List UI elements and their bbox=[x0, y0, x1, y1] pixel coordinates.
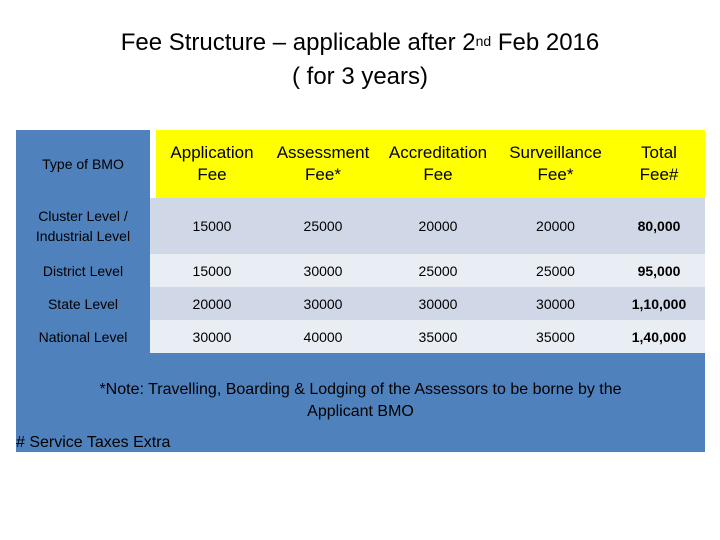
title-text-suffix: Feb 2016 bbox=[491, 29, 600, 56]
cell-accreditation-fee: 20000 bbox=[378, 198, 498, 254]
cell-total-fee: 80,000 bbox=[613, 198, 705, 254]
note-text bbox=[16, 379, 705, 423]
row-label: State Level bbox=[16, 287, 150, 320]
cell-surveillance-fee: 30000 bbox=[498, 287, 613, 320]
table-row bbox=[16, 320, 705, 353]
service-tax-note: # Service Taxes Extra bbox=[16, 434, 171, 451]
note-box bbox=[16, 353, 705, 452]
header-accreditation-fee: Accreditation Fee bbox=[378, 130, 498, 198]
cell-surveillance-fee: 35000 bbox=[498, 320, 613, 353]
cell-total-fee: 1,40,000 bbox=[613, 320, 705, 353]
cell-accreditation-fee: 30000 bbox=[378, 287, 498, 320]
fee-table bbox=[16, 130, 705, 353]
row-label: Cluster Level / Industrial Level bbox=[16, 198, 150, 254]
cell-surveillance-fee: 25000 bbox=[498, 254, 613, 287]
table-row bbox=[16, 287, 705, 320]
cell-application-fee: 30000 bbox=[156, 320, 268, 353]
header-total-fee: Total Fee# bbox=[613, 130, 705, 198]
cell-assessment-fee: 30000 bbox=[268, 254, 378, 287]
row-label: National Level bbox=[16, 320, 150, 353]
fee-table-container bbox=[16, 130, 705, 353]
cell-total-fee: 1,10,000 bbox=[613, 287, 705, 320]
cell-accreditation-fee: 25000 bbox=[378, 254, 498, 287]
table-row bbox=[16, 198, 705, 254]
title-superscript: nd bbox=[475, 33, 492, 49]
table-row bbox=[16, 254, 705, 287]
cell-application-fee: 15000 bbox=[156, 254, 268, 287]
header-row bbox=[16, 130, 705, 198]
cell-accreditation-fee: 35000 bbox=[378, 320, 498, 353]
header-surveillance-fee: Surveillance Fee* bbox=[498, 130, 613, 198]
cell-application-fee: 20000 bbox=[156, 287, 268, 320]
row-label: District Level bbox=[16, 254, 150, 287]
cell-surveillance-fee: 20000 bbox=[498, 198, 613, 254]
title-text: Fee Structure – applicable after 2 bbox=[120, 29, 476, 56]
note-line-1: *Note: Travelling, Boarding & Lodging of the Assessors to be borne by the bbox=[99, 381, 622, 398]
header-type-of-bmo: Type of BMO bbox=[16, 130, 150, 198]
cell-assessment-fee: 40000 bbox=[268, 320, 378, 353]
cell-application-fee: 15000 bbox=[156, 198, 268, 254]
cell-total-fee: 95,000 bbox=[613, 254, 705, 287]
header-assessment-fee: Assessment Fee* bbox=[268, 130, 378, 198]
title-line-2: ( for 3 years) bbox=[291, 63, 429, 90]
header-application-fee: Application Fee bbox=[156, 130, 268, 198]
cell-assessment-fee: 30000 bbox=[268, 287, 378, 320]
cell-assessment-fee: 25000 bbox=[268, 198, 378, 254]
page-title bbox=[0, 26, 720, 94]
note-line-2: Applicant BMO bbox=[307, 403, 414, 420]
title-line-1 bbox=[0, 26, 720, 60]
